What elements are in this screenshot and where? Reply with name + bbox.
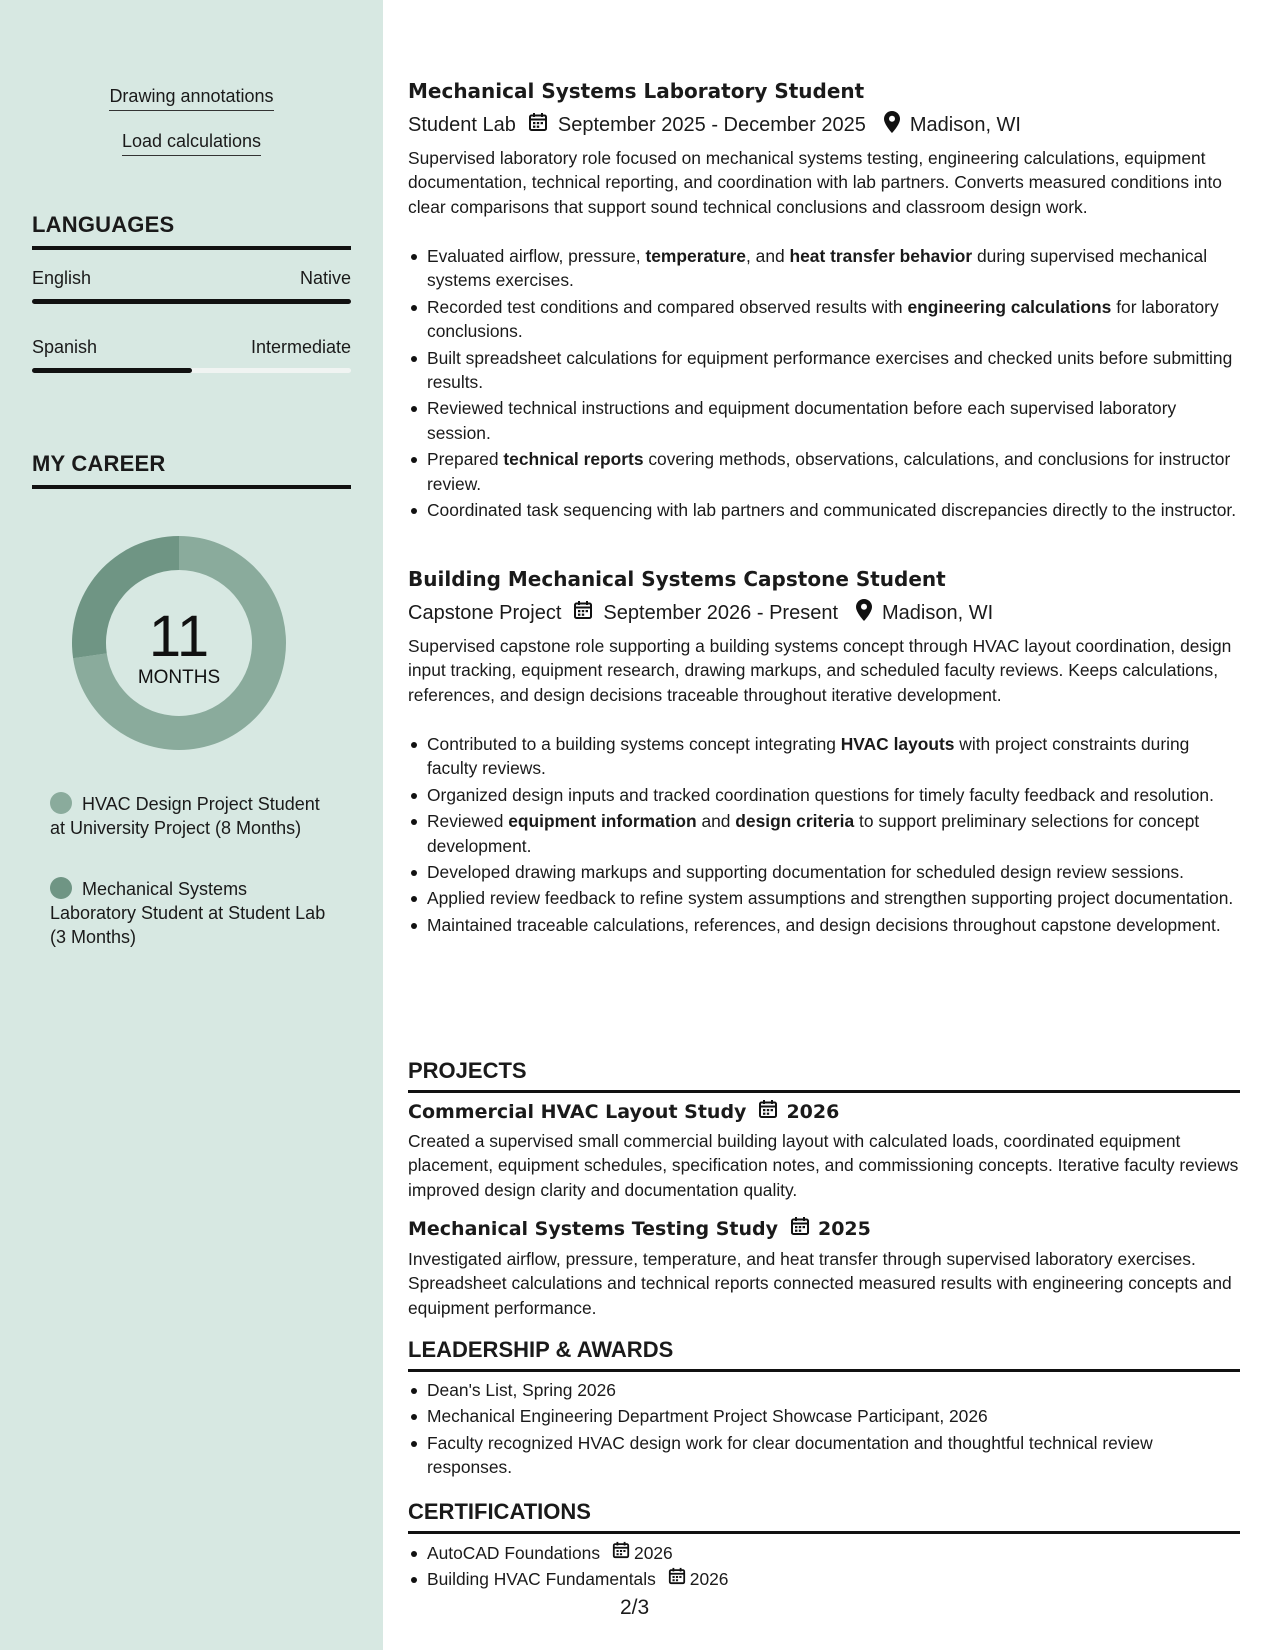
project-title-row bbox=[408, 1099, 839, 1124]
legend-label: Mechanical Systems Laboratory Student at Student Lab (3 Months) bbox=[50, 879, 326, 947]
project-year: 2025 bbox=[817, 1217, 871, 1240]
bullet-text: Coordinated task sequencing with lab partners and communicated discrepancies directly to the instructor. bbox=[427, 500, 1237, 521]
job-bullet bbox=[408, 244, 1240, 293]
legend-swatch bbox=[50, 792, 72, 814]
map-pin-icon bbox=[884, 111, 900, 139]
project-title-row bbox=[408, 1216, 871, 1241]
job-bullet bbox=[408, 295, 1240, 344]
job-bullet bbox=[408, 913, 1240, 937]
projects-heading: PROJECTS bbox=[408, 1058, 1240, 1093]
language-proficiency-bar bbox=[32, 368, 351, 373]
bullet-text: , and bbox=[745, 246, 790, 266]
job-meta bbox=[408, 599, 993, 627]
bullet-emphasis: technical reports bbox=[503, 449, 644, 470]
calendar-icon bbox=[612, 1541, 630, 1565]
calendar-icon bbox=[668, 1567, 686, 1591]
certifications-list bbox=[408, 1541, 1240, 1594]
bullet-text: with project constraints during faculty reviews. bbox=[427, 734, 1190, 779]
skill-label: Load calculations bbox=[122, 131, 261, 156]
map-pin-icon bbox=[856, 599, 872, 627]
bullet-text: Developed drawing markups and supporting documentation for scheduled design review sessions. bbox=[427, 862, 1184, 883]
list-item bbox=[408, 1567, 1240, 1591]
career-total: 11 bbox=[148, 604, 210, 669]
job-bullet-list bbox=[408, 244, 1240, 524]
languages-heading: LANGUAGES bbox=[32, 212, 351, 250]
bullet-text: Reviewed technical instructions and equipment documentation before each supervised laboratory session. bbox=[427, 398, 1177, 443]
bullet-text: Maintained traceable calculations, references, and design decisions throughout capstone development. bbox=[427, 914, 1221, 935]
language-level: Native bbox=[299, 268, 351, 288]
skill-tag bbox=[0, 131, 383, 156]
list-item: Mechanical Engineering Department Project Showcase Participant, 2026 bbox=[408, 1404, 1240, 1428]
project-year: 2026 bbox=[786, 1100, 840, 1123]
legend-swatch bbox=[50, 877, 72, 899]
bullet-text: Recorded test conditions and compared observed results with bbox=[427, 296, 908, 317]
job-bullet bbox=[408, 396, 1240, 445]
language-name: English bbox=[32, 268, 92, 288]
job-bullet bbox=[408, 860, 1240, 884]
job-location: Madison, WI bbox=[909, 113, 1021, 136]
list-item: Faculty recognized HVAC design work for clear documentation and thoughtful technical review responses. bbox=[408, 1431, 1240, 1480]
page-number: 2/3 bbox=[620, 1596, 650, 1619]
job-bullet-list bbox=[408, 732, 1240, 939]
job-organization: Capstone Project bbox=[408, 601, 562, 624]
language-name: Spanish bbox=[32, 337, 98, 357]
job-bullet bbox=[408, 498, 1240, 522]
list-item: Dean's List, Spring 2026 bbox=[408, 1378, 1240, 1402]
calendar-icon bbox=[573, 600, 593, 626]
job-bullet bbox=[408, 447, 1240, 496]
language-level: Intermediate bbox=[250, 337, 351, 357]
career-legend-item bbox=[50, 877, 330, 949]
career-unit: MONTHS bbox=[137, 667, 221, 688]
job-bullet bbox=[408, 886, 1240, 910]
sidebar bbox=[0, 0, 383, 1650]
certification-name: AutoCAD Foundations bbox=[427, 1543, 601, 1563]
bullet-text: Evaluated airflow, pressure, bbox=[427, 246, 646, 266]
bullet-text: Organized design inputs and tracked coordination questions for timely faculty feedback and resolution. bbox=[427, 784, 1214, 805]
bullet-text: Reviewed bbox=[427, 811, 509, 832]
bullet-text: during supervised mechanical systems exercises. bbox=[427, 246, 1208, 291]
job-bullet bbox=[408, 783, 1240, 807]
bullet-text: for laboratory conclusions. bbox=[427, 296, 1219, 342]
bullet-text: covering methods, observations, calculations, and conclusions for instructor review. bbox=[427, 449, 1231, 494]
bullet-text: and bbox=[696, 811, 736, 832]
list-item bbox=[408, 1541, 1240, 1565]
job-bullet bbox=[408, 809, 1240, 858]
job-organization: Student Lab bbox=[408, 113, 516, 136]
certification-year: 2026 bbox=[689, 1569, 729, 1590]
job-location: Madison, WI bbox=[882, 601, 994, 624]
language-proficiency-fill bbox=[32, 299, 351, 304]
job-title: Mechanical Systems Laboratory Student bbox=[408, 79, 865, 103]
calendar-icon bbox=[790, 1216, 810, 1241]
bullet-emphasis: HVAC layouts bbox=[840, 734, 955, 754]
job-bullet bbox=[408, 346, 1240, 395]
job-summary: Supervised capstone role supporting a building systems concept through HVAC layout coordination, design input tracking, equipment research, drawing markups, and scheduled faculty reviews. Keeps calculations, references, and design decisions traceable throughout iterative development. bbox=[408, 636, 1232, 705]
leadership-heading: LEADERSHIP & AWARDS bbox=[408, 1337, 1240, 1372]
job-summary: Supervised laboratory role focused on mechanical systems testing, engineering calculations, equipment documentation, technical reporting, and coordination with lab partners. Converts measured conditions into clear comparisons that support sound technical conclusions and classroom design work. bbox=[408, 148, 1222, 217]
bullet-emphasis: heat transfer behavior bbox=[789, 246, 973, 266]
skill-tag bbox=[0, 86, 383, 111]
project-title: Commercial HVAC Layout Study bbox=[408, 1100, 747, 1123]
bullet-emphasis: engineering calculations bbox=[907, 296, 1112, 317]
leadership-list bbox=[408, 1378, 1240, 1482]
bullet-text: to support preliminary selections for concept development. bbox=[427, 811, 1200, 856]
language-row bbox=[32, 337, 351, 358]
job-title: Building Mechanical Systems Capstone Student bbox=[408, 567, 946, 591]
project-description: Created a supervised small commercial building layout with calculated loads, coordinated equipment placement, equipment schedules, specification notes, and commissioning concepts. Iterative faculty reviews improved design clarity and documentation quality. bbox=[408, 1131, 1239, 1200]
calendar-icon bbox=[528, 112, 548, 138]
calendar-icon bbox=[758, 1099, 778, 1124]
language-row bbox=[32, 268, 351, 289]
bullet-text: Applied review feedback to refine system assumptions and strengthen supporting project documentation. bbox=[427, 888, 1234, 909]
certification-name: Building HVAC Fundamentals bbox=[427, 1569, 656, 1590]
job-bullet bbox=[408, 732, 1240, 781]
project-title: Mechanical Systems Testing Study bbox=[408, 1217, 778, 1240]
job-dates: September 2026 - Present bbox=[603, 601, 839, 624]
bullet-text: Prepared bbox=[427, 449, 504, 470]
bullet-emphasis: equipment information bbox=[508, 811, 697, 832]
career-heading: MY CAREER bbox=[32, 451, 351, 489]
bullet-text: Contributed to a building systems concept integrating bbox=[427, 734, 841, 754]
certification-year: 2026 bbox=[634, 1543, 673, 1563]
bullet-emphasis: temperature bbox=[645, 246, 746, 266]
language-proficiency-bar bbox=[32, 299, 351, 304]
legend-label: HVAC Design Project Student at University Project (8 Months) bbox=[50, 794, 320, 838]
language-proficiency-fill bbox=[32, 368, 192, 373]
job-dates: September 2025 - December 2025 bbox=[557, 113, 866, 136]
job-meta bbox=[408, 111, 1021, 139]
project-description: Investigated airflow, pressure, temperature, and heat transfer through supervised laboratory exercises. Spreadsheet calculations and technical reports connected measured results with engineering concepts and equipment performance. bbox=[408, 1249, 1232, 1318]
bullet-text: Built spreadsheet calculations for equipment performance exercises and checked units before submitting results. bbox=[427, 347, 1233, 393]
skill-label: Drawing annotations bbox=[109, 86, 273, 111]
career-legend-item bbox=[50, 792, 330, 840]
bullet-emphasis: design criteria bbox=[735, 811, 855, 832]
career-donut-chart bbox=[66, 530, 292, 756]
certifications-heading: CERTIFICATIONS bbox=[408, 1499, 1240, 1534]
